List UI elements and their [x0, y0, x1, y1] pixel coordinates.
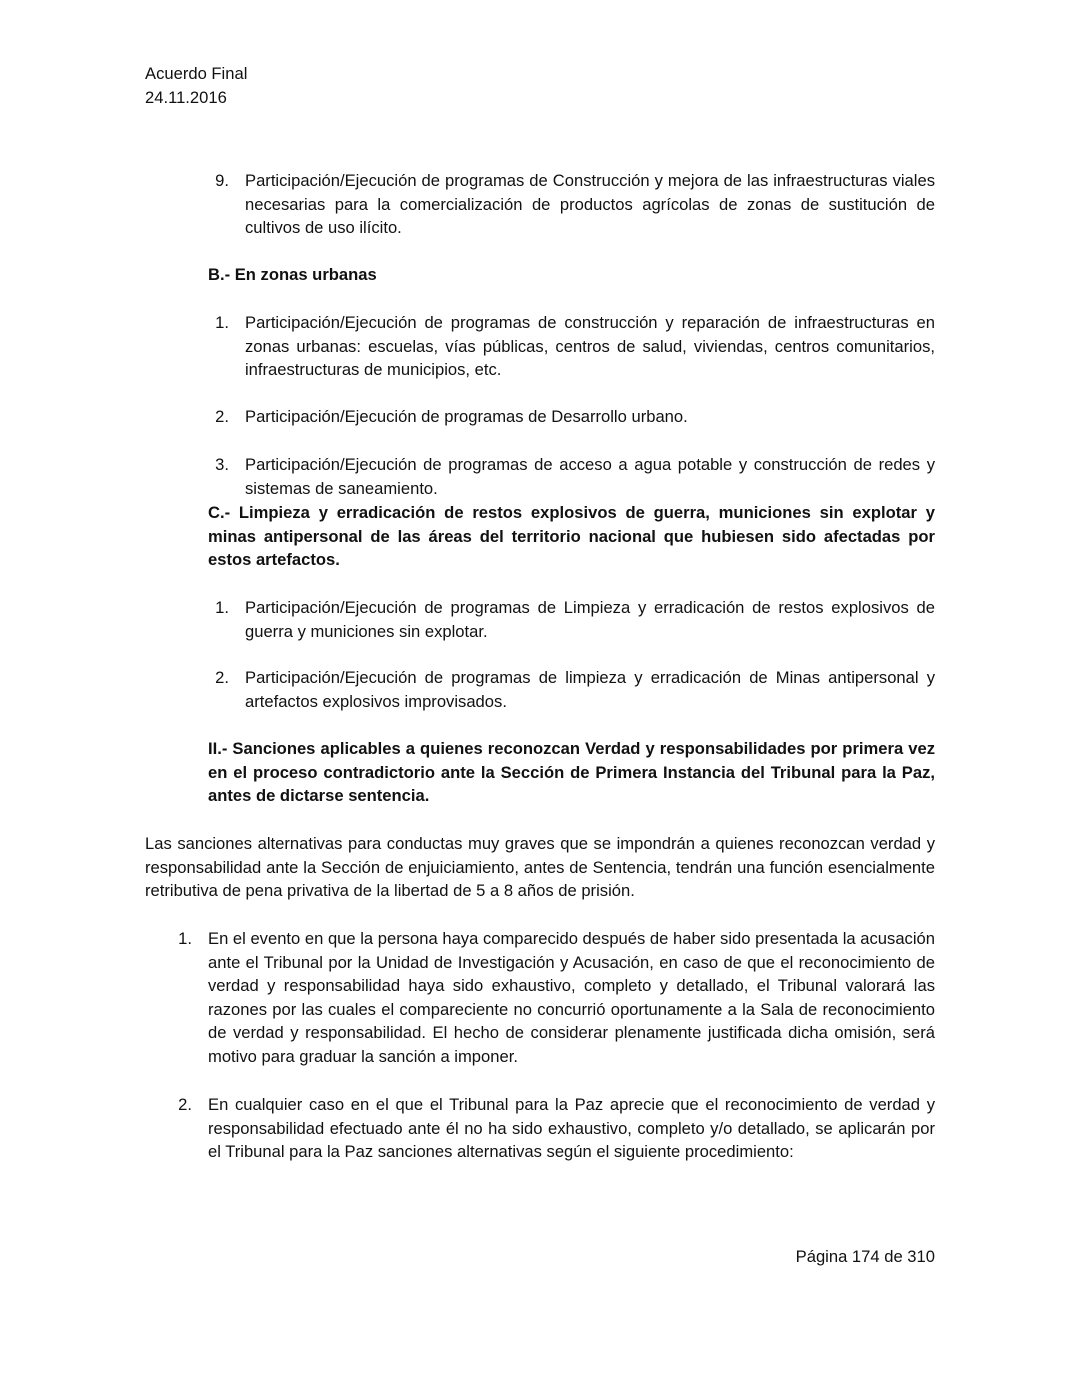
section-c-heading: C.- Limpieza y erradicación de restos explosivos de guerra, municiones sin explotar y minas antipersonal de las áreas del territorio nacional que hubiesen sido afectadas por estos artefactos. [208, 503, 935, 570]
list-item-text: Participación/Ejecución de programas de Construcción y mejora de las infraestructuras viales necesarias para la comercialización de productos agrícolas de zonas de sustitución de cultivos de uso ilícito. [245, 171, 935, 238]
list-item-number: 2. [215, 668, 229, 687]
list-item-text: Participación/Ejecución de programas de construcción y reparación de infraestructuras en zonas urbanas: escuelas, vías públicas, centros de salud, viviendas, centros comunitarios, infraestructuras de municipios, etc. [245, 313, 935, 380]
list-item-number: 1. [215, 313, 229, 332]
list-item-number: 1. [215, 598, 229, 617]
document-header [145, 62, 247, 110]
list-item-text: Participación/Ejecución de programas de Desarrollo urbano. [245, 407, 688, 426]
list-item-number: 3. [215, 455, 229, 474]
section-ii-heading: II.- Sanciones aplicables a quienes reconozcan Verdad y responsabilidades por primera vez en el proceso contradictorio ante la Sección de Primera Instancia del Tribunal para la Paz, antes de dictarse sentencia. [208, 739, 935, 806]
list-item-text: Participación/Ejecución de programas de limpieza y erradicación de Minas antipersonal y artefactos explosivos improvisados. [245, 668, 935, 711]
document-date: 24.11.2016 [145, 88, 227, 107]
document-title: Acuerdo Final [145, 64, 248, 83]
list-item-text: Participación/Ejecución de programas de acceso a agua potable y construcción de redes y sistemas de saneamiento. [245, 455, 935, 498]
list-item-number: 1. [178, 929, 192, 948]
list-item-number: 2. [215, 407, 229, 426]
list-item-number: 2. [178, 1095, 192, 1114]
list-item-text: En el evento en que la persona haya comparecido después de haber sido presentada la acusación ante el Tribunal por la Unidad de Investigación y Acusación, en caso de que el reconocimiento de verdad y responsabilidad haya sido exhaustivo, completo y detallado, el Tribunal valorará las razones por las cuales el compareciente no concurrió oportunamente a la Sala de reconocimiento de verdad y responsabilidad. El hecho de considerar plenamente justificada dicha omisión, será motivo para graduar la sanción a imponer. [208, 929, 935, 1066]
list-item-text: Participación/Ejecución de programas de Limpieza y erradicación de restos explosivos de guerra y municiones sin explotar. [245, 598, 935, 641]
list-item-number: 9. [215, 171, 229, 190]
body-paragraph: Las sanciones alternativas para conductas muy graves que se impondrán a quienes reconozcan verdad y responsabilidad ante la Sección de enjuiciamiento, antes de Sentencia, tendrán una función esencialmente retributiva de pena privativa de la libertad de 5 a 8 años de prisión. [145, 834, 935, 901]
list-item-text: En cualquier caso en el que el Tribunal para la Paz aprecie que el reconocimiento de verdad y responsabilidad efectuado ante él no ha sido exhaustivo, completo y/o detallado, se aplicarán por el Tribunal para la Paz sanciones alternativas según el siguiente procedimiento: [208, 1095, 935, 1162]
section-b-heading: B.- En zonas urbanas [208, 265, 377, 284]
page-number: Página 174 de 310 [795, 1247, 935, 1266]
